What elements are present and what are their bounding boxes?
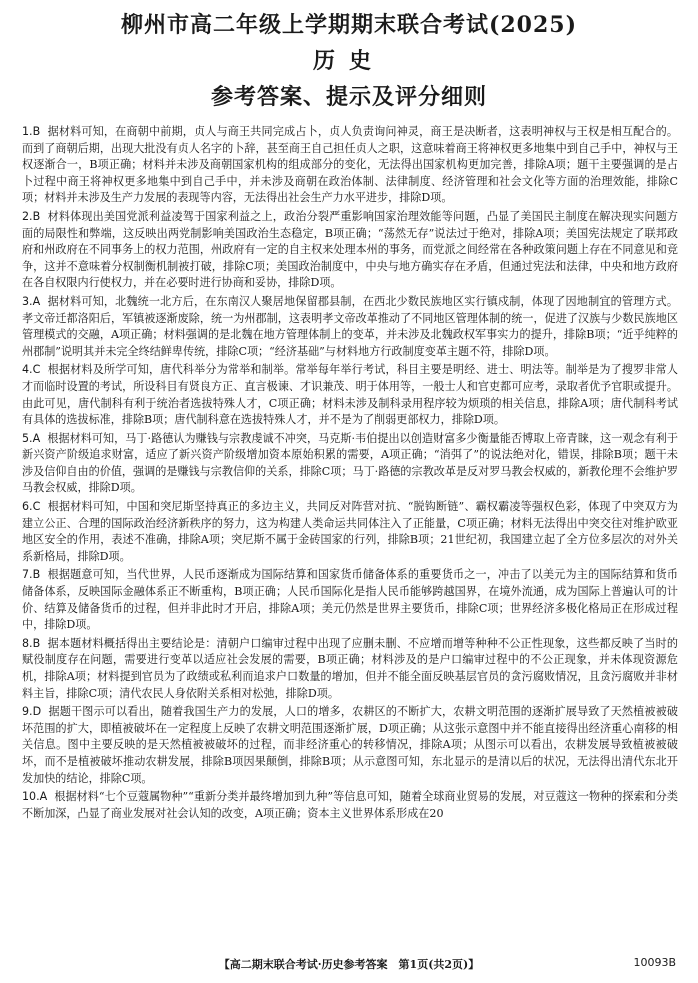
answer-item	[22, 294, 678, 360]
answer-number: 5.A	[22, 431, 41, 445]
answer-item	[22, 636, 678, 702]
subject-title: 历史	[312, 48, 385, 74]
answer-item	[22, 431, 678, 497]
answer-item	[22, 362, 678, 428]
answer-item	[22, 499, 678, 565]
answer-item	[22, 704, 678, 787]
footer-text: 【高二期末联合考试·历史参考答案 第1页(共2页)】	[218, 958, 480, 971]
answer-number: 1.B	[22, 125, 41, 138]
answer-number: 9.D	[22, 705, 42, 719]
answer-item	[22, 209, 678, 292]
answer-explanation: 据本题材料概括得出主要结论是：清朝户口编审过程中出现了应删未删、不应增而增等种种不公正性现象，这些都反映了当时的赋役制度存在问题，需要进行变革以适应社会发展的需要，B项正确；材料涉及的是户口编审过程中的不公正现象，并未体现资源危机，排除A项；材料提到官员为了政绩或私利而追求户口数量的增加，但并不能全面反映基层官员的贪污腐败情况，且贪污腐败并非材料主旨，排除C项；清代农民人身依附关系相对松弛，排除D项。	[22, 636, 678, 700]
document-subtitle: 参考答案、提示及评分细则	[210, 84, 487, 110]
answer-explanation: 据题干图示可以看出，随着我国生产力的发展，人口的增多，农耕区的不断扩大，农耕文明范围的逐渐扩展导致了天然植被被破坏范围的扩大，即植被破坏在一定程度上反映了农耕文明范围逐渐扩展，D项正确；从这张示意图中并不能直接得出经济重心南移的相关信息。图中主要反映的是天然植被被破坏的过程，而非经济重心的转移情况，排除A项；从图示可以看出，农耕发展导致植被被破坏，而不是植被破坏推动农耕发展，排除B项因果颠倒，排除B项；从示意图可知，东北显示的是清以后的状况，无法得出清代东北开发加快的结论，排除C项。	[22, 705, 678, 785]
answer-explanation: 根据题意可知，当代世界，人民币逐渐成为国际结算和国家货币储备体系的重要货币之一，冲击了以美元为主的国际结算和货币储备体系，反映国际金融体系正不断重构，B项正确；人民币国际化是指人民币能够跨越国界，在境外流通，成为国际上普遍认可的计价、结算及储备货币的过程，但并非此时才开启，排除A项；美元仍然是世界主要货币，排除C项；世界经济多极化格局正在形成过程中，排除D项。	[22, 568, 678, 632]
answer-explanation: 根据材料“七个豆蔻属物种”“重新分类并最终增加到九种”等信息可知，随着全球商业贸易的发展，对豆蔻这一物种的探索和分类不断加深，凸显了商业发展对社会认知的改变，A项正确；资本主义世界体系形成在20	[22, 790, 678, 820]
answer-list	[22, 124, 678, 824]
answer-explanation: 材料体现出美国党派利益凌驾于国家利益之上，政治分裂严重影响国家治理效能等问题，凸显了美国民主制度在解决现实问题方面的局限性和弊端，这反映出两党制影响美国政治生态稳定，B项正确；“荡然无存”说法过于绝对，排除A项；美国宪法规定了联邦政府和州政府在不同事务上的权力范围，州政府有一定的自主权来处理本州的事务，而党派之间经常在各种政策问题上存在不同意见和竞争，这并不意味着分权制衡机制被打破，排除C项；美国政治制度中，中央与地方确实存在矛盾，但通过宪法和法律，中央和地方政府在各自权限内行使权力，并在必要时进行协商和妥协，排除D项。	[22, 209, 678, 290]
answer-number: 10.A	[22, 790, 48, 804]
answer-number: 8.B	[22, 636, 41, 650]
answer-number: 6.C	[22, 500, 41, 514]
answer-item	[22, 789, 678, 822]
answer-number: 7.B	[22, 568, 41, 582]
answer-number: 4.C	[22, 363, 41, 377]
answer-item	[22, 124, 678, 207]
answer-explanation: 根据材料可知，马丁·路德认为赚钱与宗教虔诚不冲突，马克斯·韦伯提出以创造财富多少衡量能否博取上帝青睐，这一观念有利于新兴资产阶级追求财富，适应了新兴资产阶级增加资本原始积累的需要，A项正确；“消弭了”的说法绝对化，错误，排除B项；题干未涉及信仰自由的价值，强调的是赚钱与宗教信仰的关系，排除C项；马丁·路德的宗教改革是反对罗马教会权威的，新教伦理不会维护罗马教会权威，排除D项。	[22, 431, 678, 495]
answer-number: 2.B	[22, 209, 41, 223]
answer-explanation: 根据材料及所学可知，唐代科举分为常举和制举。常举每年举行考试，科目主要是明经、进士、明法等。制举是为了搜罗非常人才而临时设置的考试，所设科目有贤良方正、直言极谏、才识兼茂、明于体用等，一般士人和官吏都可应考，录取者优予官职或提升。由此可见，唐代制科有利于统治者选拔特殊人才，C项正确；材料未涉及制科录用程序较为烦琐的相关信息，排除A项；唐代制科考试有具体的选拔标准，排除B项；唐代制科意在选拔特殊人才，并不是为了削弱更部权力，排除D项。	[22, 363, 678, 427]
answer-explanation: 据材料可知，北魏统一北方后，在东南汉人聚居地保留郡县制，在西北少数民族地区实行镇戍制，体现了因地制宜的管理方式。孝文帝迁都洛阳后，军镇被逐渐废除，统一为州郡制，这表明孝文帝改革推动了不同地区管理体制的统一，促进了汉族与少数民族地区管理模式的交融，A项正确；材料强调的是北魏在地方管理体制上的变革，并未涉及北魏政权军事实力的提升，排除B项；“近乎纯粹的州郡制”说明其并未完全终结鲜卑传统，排除C项；“经济基础”与材料地方行政制度变革主题不符，排除D项。	[22, 294, 678, 358]
answer-explanation: 据材料可知，在商朝中前期，贞人与商王共同完成占卜，贞人负责询问神灵，商王是决断者，这表明神权与王权是相互配合的。而到了商朝后期，出现大批没有贞人名字的卜辞，甚至商王自己担任贞人之职，这意味着商王将神权更多地集中到自己手中，神权与王权逐渐合一，B项正确；材料并未涉及商朝国家机构的组成部分的变化，无法得出国家机构更加完善，排除A项；题干主要强调的是占卜过程中商王将神权更多地集中到自己手中，并未涉及商朝在政治体制、法律制度、经济管理和社会文化等方面的治理效能，排除C项；材料并未涉及生产力发展的表现等内容，无法得出社会生产力水平进步，排除D项。	[22, 125, 678, 205]
answer-item	[22, 567, 678, 633]
document-title: 柳州市高二年级上学期期末联合考试(2025)	[120, 12, 578, 38]
answer-explanation: 根据材料可知，中国和突尼斯坚持真正的多边主义，共同反对阵营对抗、“脱钩断链”、霸权霸凌等强权色彩，体现了中突双方为建立公正、合理的国际政治经济新秩序的努力，这为构建人类命运共同体注入了正能量，C项正确；材料无法得出中突交往对维护欧亚地区安全的作用，表述不准确，排除A项；突尼斯不属于金砖国家的行列，排除B项；21世纪初，我国建立起了全方位多层次的对外关系新格局，排除D项。	[22, 500, 678, 563]
footer-code: 10093B	[633, 956, 676, 969]
answer-number: 3.A	[22, 294, 41, 308]
